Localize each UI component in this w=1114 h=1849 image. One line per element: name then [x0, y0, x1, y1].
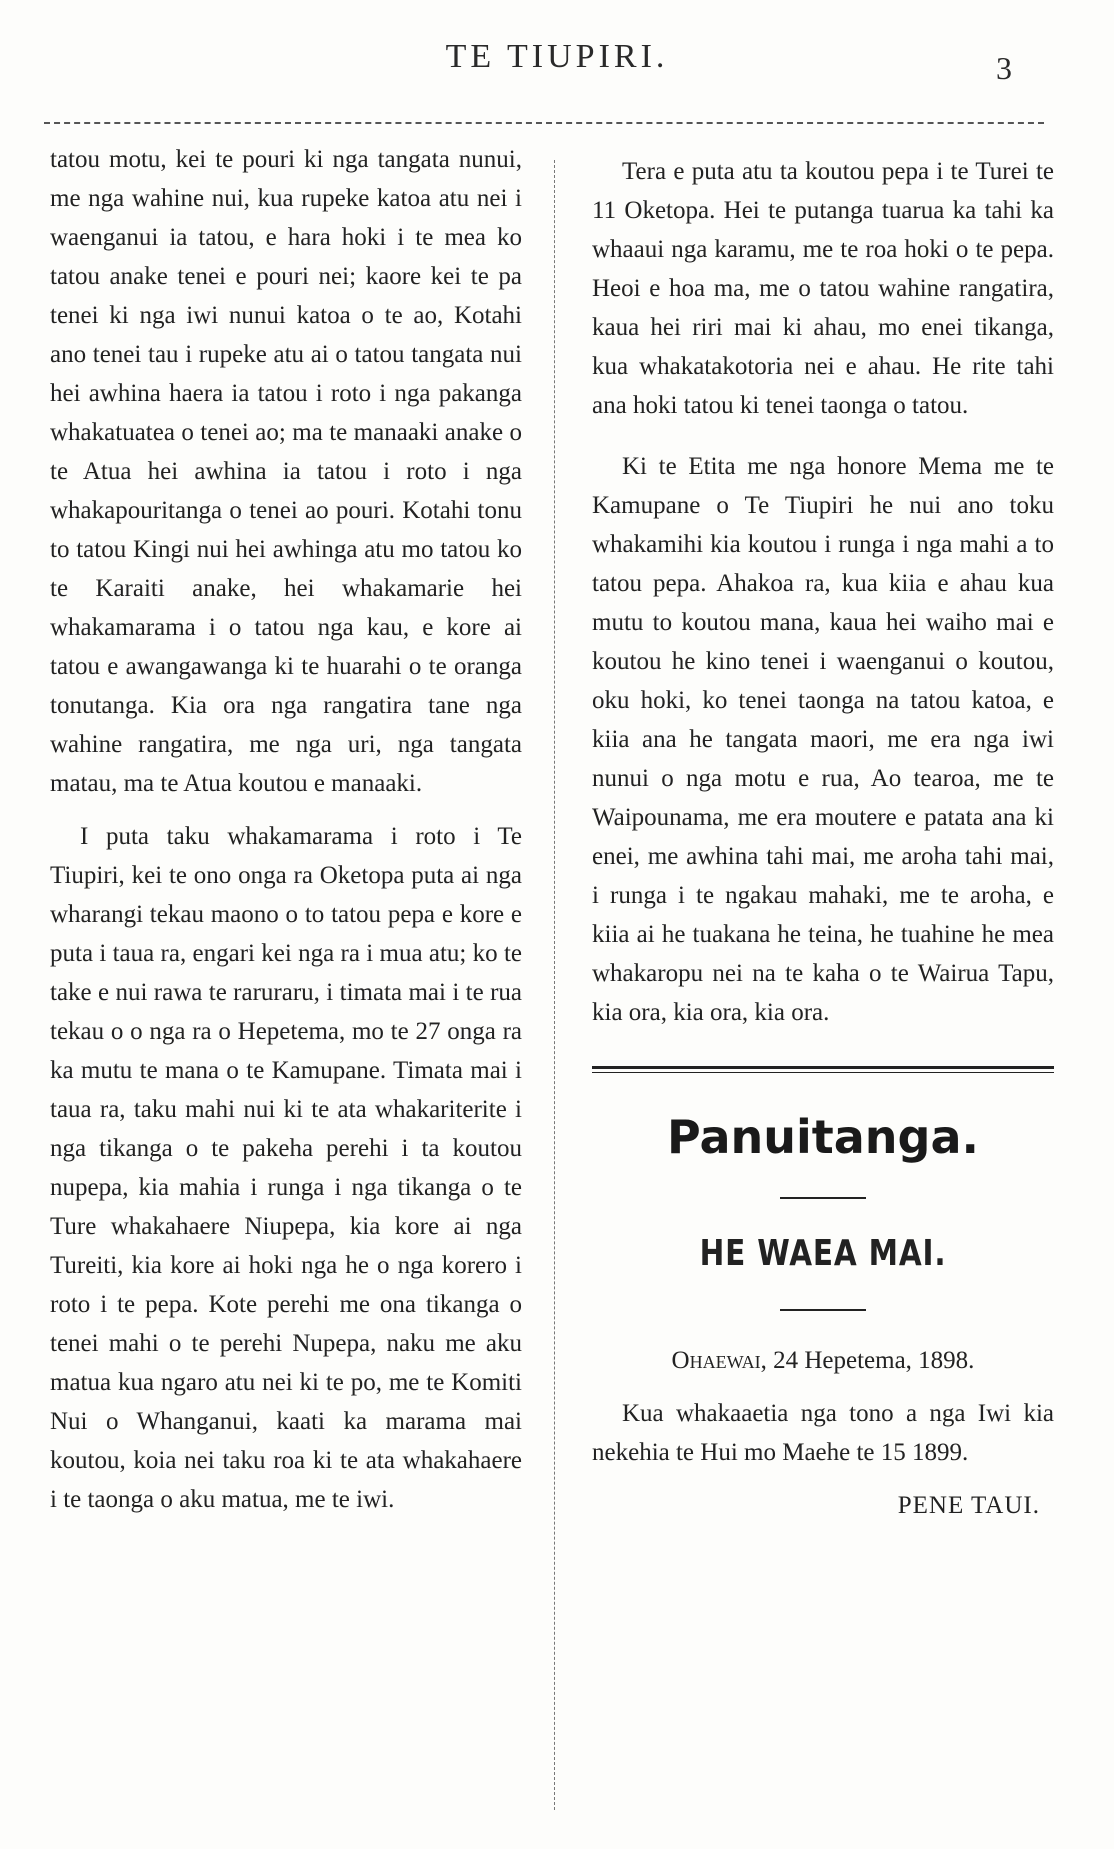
- running-title: TE TIUPIRI.: [445, 38, 669, 75]
- notice-subheading: HE WAEA MAI.: [699, 1233, 947, 1274]
- notice-body: Kua whakaaetia nga tono a nga Iwi kia nekehia te Hui mo Maehe te 15 1899.: [592, 1400, 1054, 1466]
- left-paragraph-1: tatou motu, kei te pouri ki nga tangata nunui, me nga wahine nui, kua rupeke katoa atu nei i waenganui ia tatou, e hara hoki i te mea ko tatou anake tenei e pouri nei; kaore kei te pa tenei ki nga iwi nunui katoa o te ao, Kotahi ano tenei tau i rupeke atu ai o tatou tangata nui hei awhina haera ia tatou i roto i nga pakanga whakatuatea o tenei ao; ma te manaaki anake o te Atua hei awhina ia tatou i roto i nga whakapouritanga o tenei ao pouri. Kotahi tonu to tatou Kingi nui hei awhinga atu mo tatou ko te Karaiti anake, hei whakamarie hei whakamarama i o tatou nga kau, e kore ai tatou e awangawanga ki te huarahi o te oranga tonutanga. Kia ora nga rangatira tane nga wahine rangatira, me nga uri, nga tangata matau, ma te Atua koutou e manaaki.: [50, 146, 522, 797]
- column-divider: [554, 160, 555, 1810]
- right-column: [592, 152, 1054, 1525]
- header-rule: [44, 122, 1044, 124]
- right-paragraph-2: Ki te Etita me nga honore Mema me te Kamupane o Te Tiupiri he nui ano toku whakamihi kia koutou i runga i nga mahi a to tatou pepa. Ahakoa ra, kua kiia e ahau kua mutu to koutou mana, kaua hei waiho mai e koutou he kino tenei i waenganui o koutou, oku hoki, ko tenei taonga na tatou katoa, e kiia ana he tangata maori, me era nga iwi nunui o nga motu e rua, Ao tearoa, me te Waipounama, me era moutere e patata ana ki enei, me awhina tahi mai, me aroha tahi mai, i runga i te ngakau mahaki, me te aroha, e kiia ai he tuakana he teina, he tuahine he mea whakaropu nei na te kaha o te Wairua Tapu, kia ora, kia ora, kia ora.: [592, 453, 1054, 1026]
- left-column: [50, 140, 522, 1533]
- masthead: [0, 38, 1114, 98]
- page-number: 3: [996, 50, 1012, 86]
- section-rule: [592, 1066, 1054, 1073]
- dateline-place: Ohaewai,: [671, 1347, 767, 1374]
- left-paragraph-2: I puta taku whakamarama i roto i Te Tiupiri, kei te ono onga ra Oketopa puta ai nga wharangi tekau maono o to tatou pepa e kore e puta i taua ra, engari kei nga ra i mua atu; ko te take e nui rawa te raruraru, i timata mai i te rua tekau o o nga ra o Hepetema, mo te 27 onga ra ka mutu te mana o te Kamupane. Timata mai i taua ra, taku mahi nui ki te ata whakariterite i nga tikanga o te pakeha perehi i ta koutou nupepa, kia mahia i runga i nga tikanga o te Ture whakahaere Niupepa, kia kore ai nga Tureiti, kia kore ai hoki nga he o nga korero i roto i te pepa. Kote perehi me ona tikanga o tenei mahi o te perehi Nupepa, naku me aku matua kua ngaro atu nei ki te po, me te Komiti Nui o Whanganui, kaati ka marama mai koutou, koia nei taku roa ki te ata whakahaere i te taonga o aku matua, me te iwi.: [50, 823, 522, 1513]
- notice-divider-top: [780, 1197, 866, 1199]
- notice-heading: Panuitanga.: [666, 1110, 979, 1164]
- notice-section: [592, 1107, 1054, 1525]
- notice-signature: PENE TAUI.: [897, 1492, 1040, 1519]
- right-paragraph-1: Tera e puta atu ta koutou pepa i te Turei te 11 Oketopa. Hei te putanga tuarua ka tahi ka whaaui nga karamu, me te roa hoki o te pepa. Heoi e hoa ma, me o tatou wahine rangatira, kaua hei riri mai ki ahau, mo enei tikanga, kua whakatakotoria nei e ahau. He rite tahi ana hoki tatou ki tenei taonga o tatou.: [592, 158, 1054, 419]
- notice-dateline: [592, 1341, 1054, 1380]
- dateline-date: 24 Hepetema, 1898.: [773, 1347, 975, 1374]
- notice-divider-bottom: [780, 1309, 866, 1311]
